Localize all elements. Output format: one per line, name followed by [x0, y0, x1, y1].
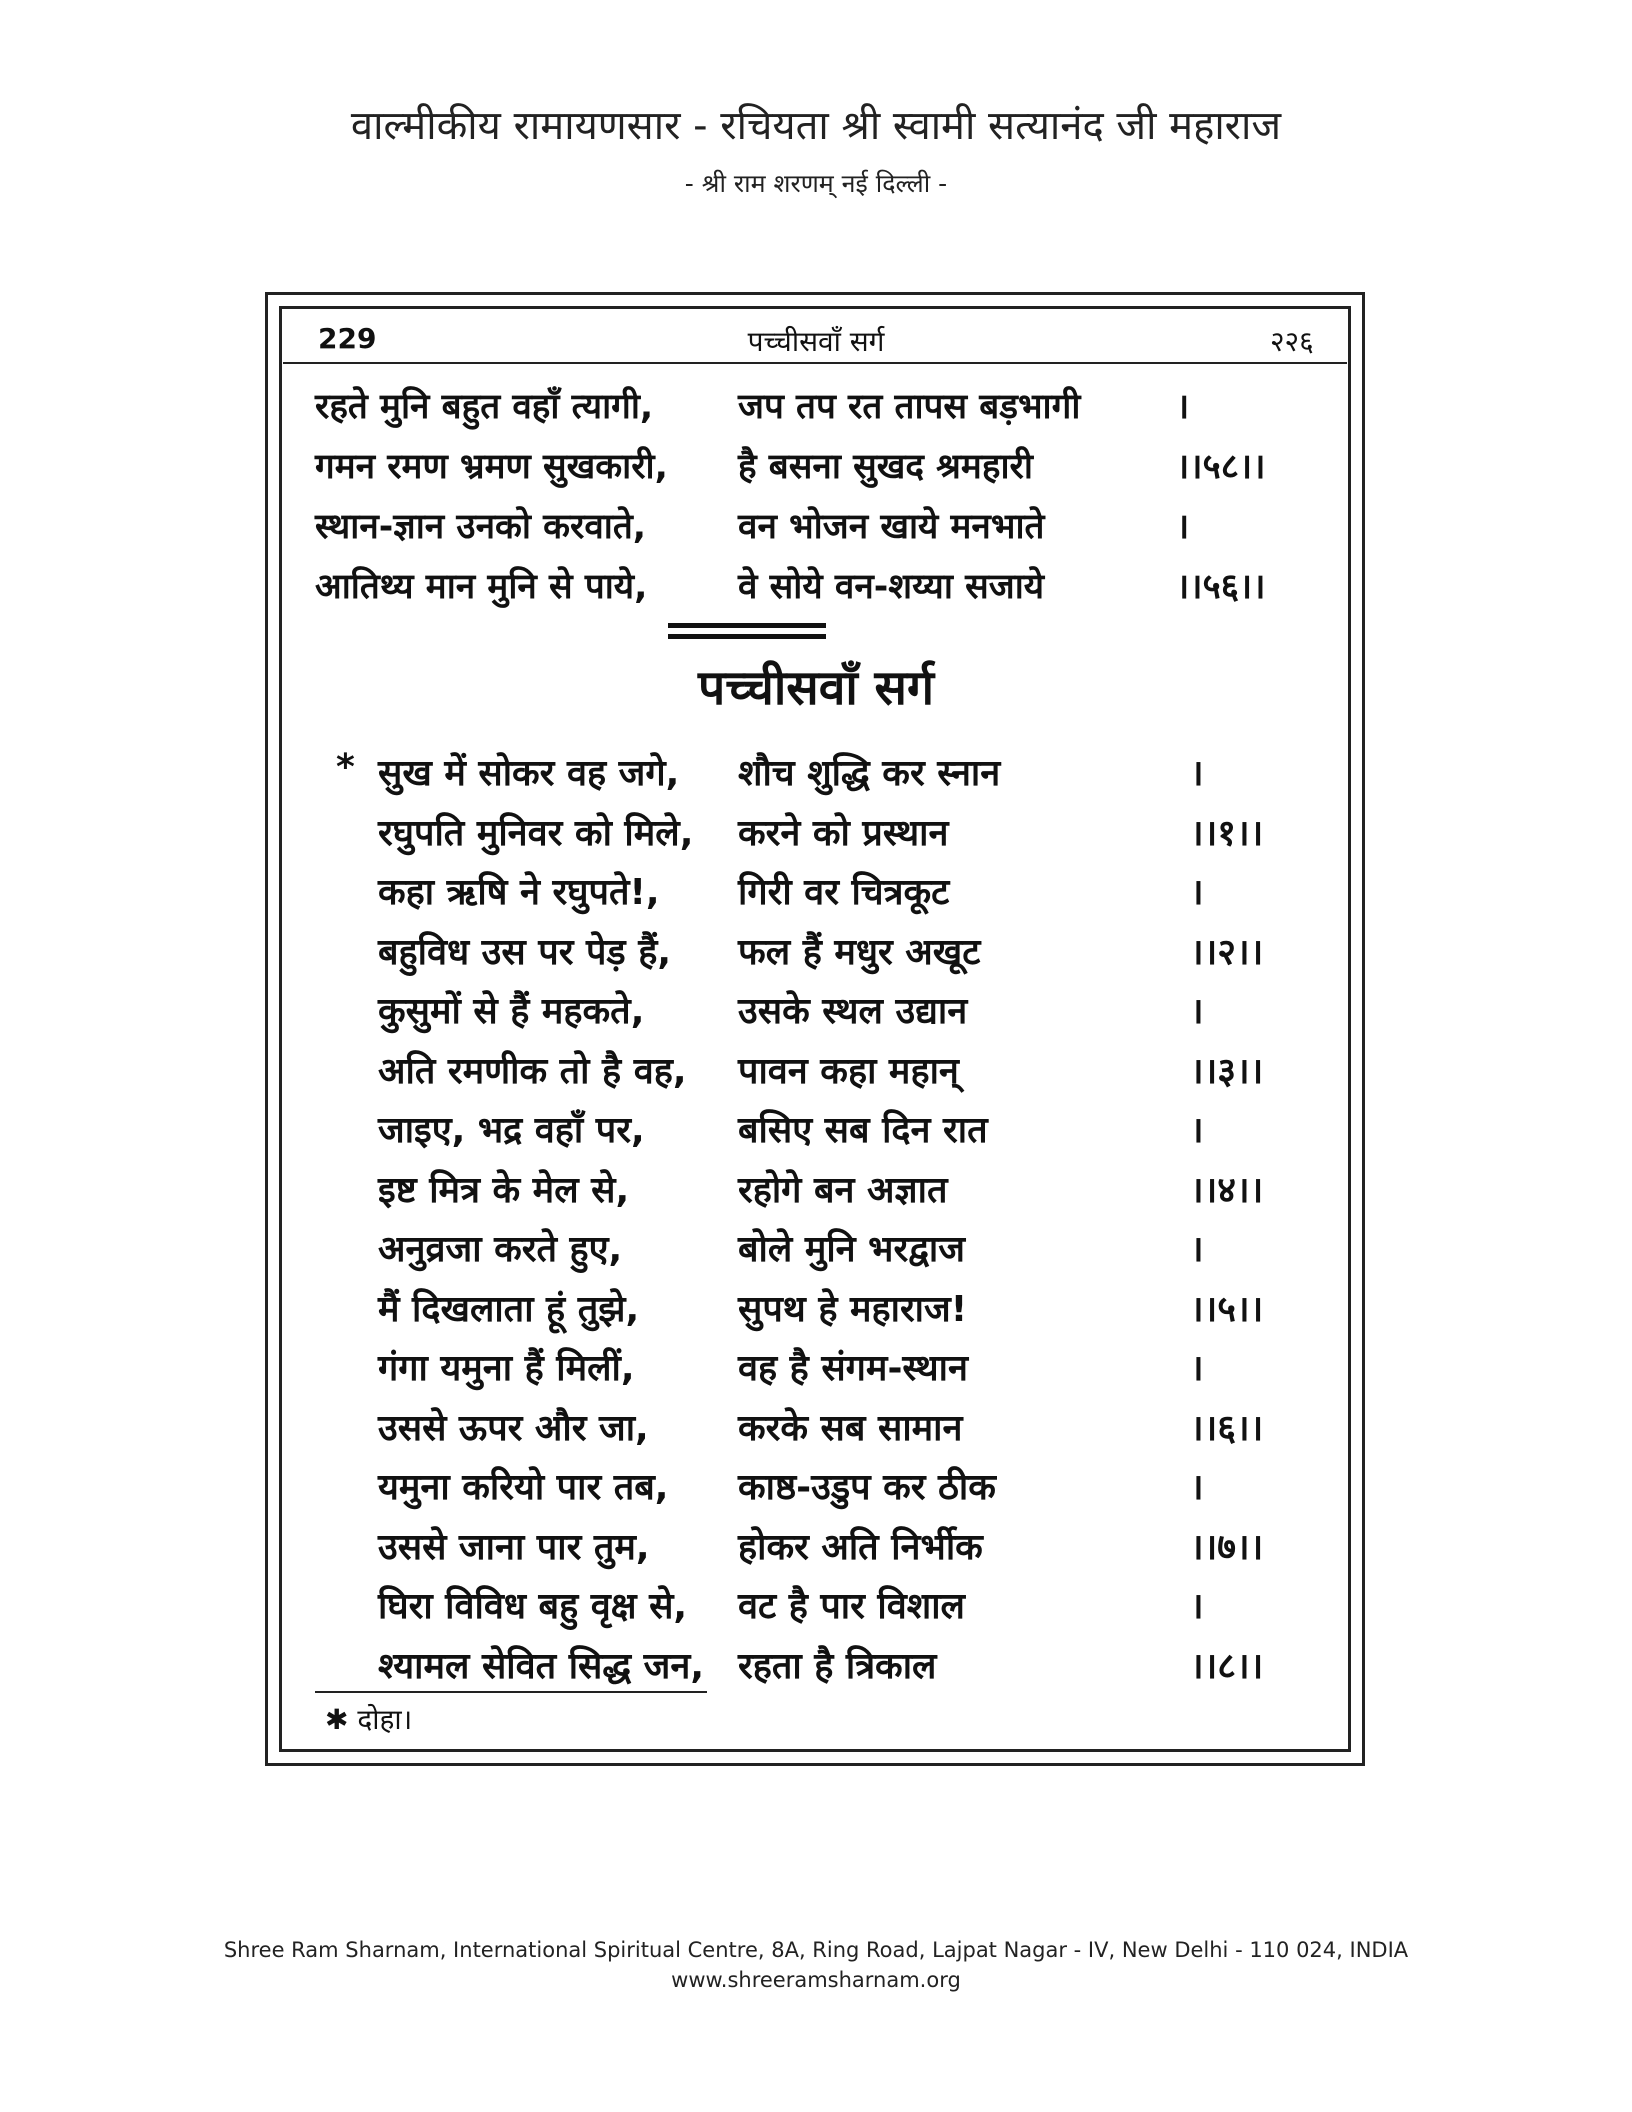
- verse-line-10-part-c: ।।५।।: [1190, 1288, 1264, 1330]
- verse-line-9-part-c: ।: [1190, 1229, 1204, 1270]
- verse-line-13-part-b: काष्ठ-उडुप कर ठीक: [738, 1467, 996, 1508]
- verse-line-3-part-a: कहा ऋषि ने रघुपते!,: [378, 872, 660, 913]
- prev-line-1-part-b: जप तप रत तापस बड़भागी: [738, 387, 1081, 427]
- prev-line-3-part-b: वन भोजन खाये मनभाते: [738, 507, 1045, 547]
- document-header-title: वाल्मीकीय रामायणसार - रचियता श्री स्वामी सत्यानंद जी महाराज: [350, 103, 1282, 149]
- prev-line-3-part-c: ।: [1176, 507, 1190, 547]
- verse-line-9-part-b: बोले मुनि भरद्वाज: [738, 1229, 965, 1270]
- verse-line-12-part-c: ।।६।।: [1190, 1407, 1264, 1449]
- verse-line-6-part-c: ।।३।।: [1190, 1050, 1264, 1092]
- document-header-subtitle: - श्री राम शरणम् नई दिल्ली -: [684, 169, 948, 198]
- verse-line-1-part-b: शौच शुद्धि कर स्नान: [738, 753, 1001, 794]
- verse-line-4-part-b: फल हैं मधुर अखूट: [738, 931, 981, 973]
- verse-line-11-part-c: ।: [1190, 1348, 1204, 1389]
- sarga-title: पच्चीसवाँ सर्ग: [697, 660, 935, 716]
- verse-line-8-part-b: रहोगे बन अज्ञात: [738, 1169, 948, 1211]
- verse-line-1-part-c: ।: [1190, 753, 1204, 794]
- footnote: ✱ दोहा।: [325, 1703, 413, 1736]
- verse-line-2-part-c: ।।१।।: [1190, 812, 1264, 854]
- page-number: 229: [318, 322, 377, 355]
- verse-line-14-part-c: ।।७।।: [1190, 1526, 1264, 1568]
- header-rule: [283, 362, 1347, 364]
- verse-line-16-part-a: श्यामल सेवित सिद्ध जन,: [378, 1645, 705, 1687]
- prev-line-2-part-c: ।।५८।।: [1176, 447, 1266, 487]
- prev-line-4-part-b: वे सोये वन-शय्या सजाये: [738, 567, 1045, 607]
- verse-line-3-part-b: गिरी वर चित्रकूट: [738, 872, 950, 913]
- verse-line-13-part-c: ।: [1190, 1467, 1204, 1508]
- verse-line-7-part-b: बसिए सब दिन रात: [738, 1110, 988, 1151]
- verse-line-10-part-b: सुपथ हे महाराज!: [738, 1288, 968, 1330]
- title-rule-upper: [668, 623, 826, 628]
- verse-line-16-part-c: ।।८।।: [1190, 1645, 1264, 1687]
- verse-line-11-part-a: गंगा यमुना हैं मिलीं,: [378, 1348, 635, 1389]
- page-number-devanagari: २२६: [1270, 325, 1314, 358]
- prev-line-4-part-a: आतिथ्य मान मुनि से पाये,: [315, 567, 648, 607]
- verse-line-12-part-a: उससे ऊपर और जा,: [378, 1407, 649, 1449]
- verse-line-6-part-a: अति रमणीक तो है वह,: [378, 1050, 687, 1092]
- verse-line-13-part-a: यमुना करियो पार तब,: [378, 1467, 669, 1508]
- verse-line-16-part-b: रहता है त्रिकाल: [738, 1645, 937, 1687]
- prev-line-1-part-c: ।: [1176, 387, 1190, 427]
- prev-line-2-part-b: है बसना सुखद श्रमहारी: [738, 447, 1033, 487]
- running-title: पच्चीसवाँ सर्ग: [747, 325, 885, 358]
- verse-line-4-part-a: बहुविध उस पर पेड़ हैं,: [378, 931, 672, 973]
- verse-line-15-part-b: वट है पार विशाल: [738, 1586, 965, 1627]
- verse-line-6-part-b: पावन कहा महान्: [738, 1050, 959, 1092]
- verse-line-5-part-a: कुसुमों से हैं महकते,: [378, 991, 645, 1032]
- verse-line-15-part-c: ।: [1190, 1586, 1204, 1627]
- verse-line-7-part-a: जाइए, भद्र वहाँ पर,: [378, 1110, 645, 1151]
- prev-line-1-part-a: रहते मुनि बहुत वहाँ त्यागी,: [315, 387, 654, 427]
- verse-line-8-part-c: ।।४।।: [1190, 1169, 1264, 1211]
- doha-marker: *: [336, 747, 355, 788]
- verse-line-14-part-b: होकर अति निर्भीक: [738, 1526, 983, 1568]
- verse-line-5-part-b: उसके स्थल उद्यान: [738, 991, 968, 1032]
- prev-line-3-part-a: स्थान-ज्ञान उनको करवाते,: [315, 507, 647, 547]
- verse-line-11-part-b: वह है संगम-स्थान: [738, 1348, 968, 1389]
- title-rule-lower: [668, 634, 826, 639]
- verse-line-2-part-b: करने को प्रस्थान: [738, 812, 949, 854]
- verse-line-15-part-a: घिरा विविध बहु वृक्ष से,: [378, 1586, 688, 1627]
- verse-line-1-part-a: सुख में सोकर वह जगे,: [378, 753, 680, 794]
- footer-website: www.shreeramsharnam.org: [671, 1968, 961, 1992]
- verse-line-12-part-b: करके सब सामान: [738, 1407, 963, 1449]
- verse-line-8-part-a: इष्ट मित्र के मेल से,: [378, 1169, 630, 1211]
- prev-line-4-part-c: ।।५६।।: [1176, 567, 1266, 607]
- verse-line-14-part-a: उससे जाना पार तुम,: [378, 1526, 650, 1568]
- footnote-rule: [315, 1691, 707, 1693]
- verse-line-4-part-c: ।।२।।: [1190, 931, 1264, 973]
- footer-address: Shree Ram Sharnam, International Spiritual Centre, 8A, Ring Road, Lajpat Nagar - IV, New Delhi - 110 024, INDIA: [223, 1938, 1409, 1962]
- verse-line-10-part-a: मैं दिखलाता हूं तुझे,: [378, 1288, 640, 1330]
- verse-line-5-part-c: ।: [1190, 991, 1204, 1032]
- verse-line-9-part-a: अनुव्रजा करते हुए,: [378, 1229, 623, 1270]
- verse-line-7-part-c: ।: [1190, 1110, 1204, 1151]
- verse-line-3-part-c: ।: [1190, 872, 1204, 913]
- prev-line-2-part-a: गमन रमण भ्रमण सुखकारी,: [315, 447, 668, 487]
- verse-line-2-part-a: रघुपति मुनिवर को मिले,: [378, 812, 694, 854]
